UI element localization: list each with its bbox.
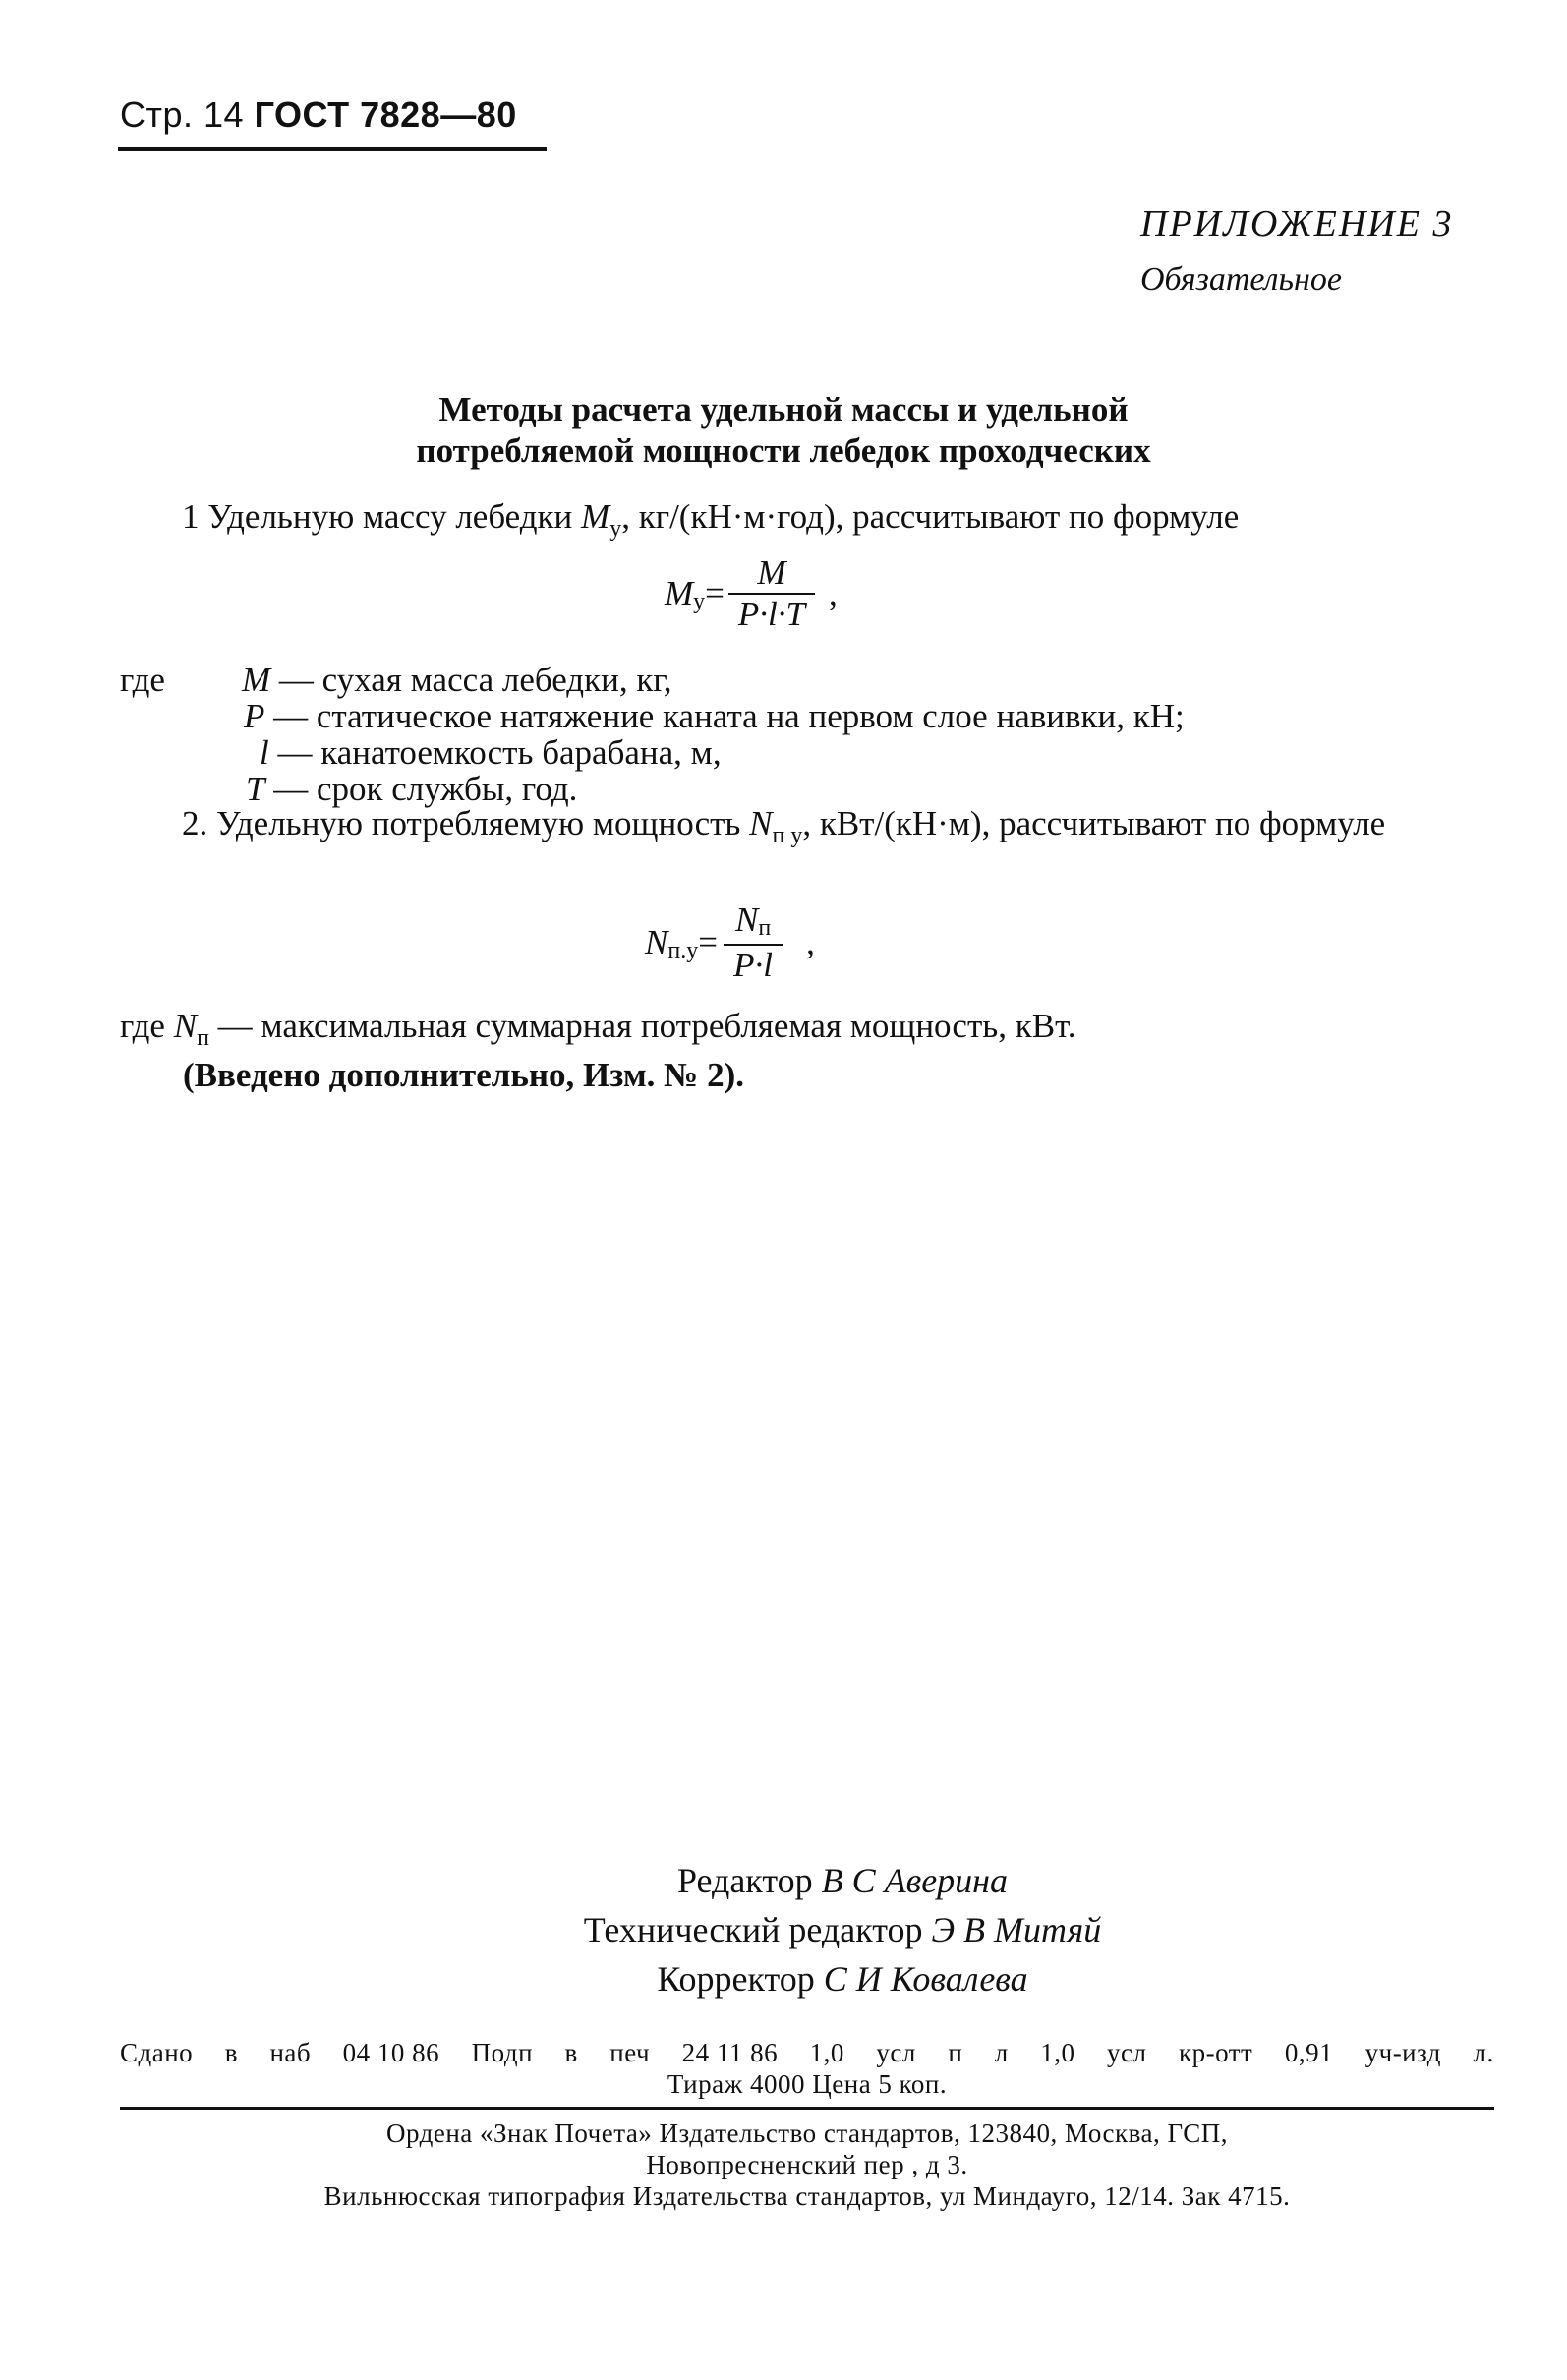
imprint-line-2: Тираж 4000 Цена 5 коп. xyxy=(667,2069,948,2099)
imprint-token: усл xyxy=(876,2038,916,2067)
imprint-token: 1,0 xyxy=(809,2038,844,2067)
formula-1-equals: = xyxy=(705,574,725,612)
credit-tech-editor xyxy=(59,1905,1567,1954)
formula-1-comma: , xyxy=(828,574,838,612)
formula-specific-mass xyxy=(665,555,838,632)
where-2-symbol-sub: п xyxy=(197,1025,209,1051)
imprint-token: кр-отт xyxy=(1179,2038,1253,2067)
item-1-symbol: M xyxy=(581,497,610,536)
credit-name: Э В Митяй xyxy=(931,1910,1102,1949)
formula-1-lhs: M xyxy=(665,574,694,612)
page-number: Стр. 14 xyxy=(120,94,245,135)
definition-symbol: l xyxy=(260,733,269,772)
definition-text: — канатоемкость барабана, м, xyxy=(268,733,722,772)
definition-M xyxy=(242,663,672,698)
definition-P xyxy=(244,699,1185,734)
where-lead-1: где xyxy=(120,661,165,699)
where-block-2 xyxy=(120,1007,1076,1051)
imprint-line-4: Новопресненский пер , д 3. xyxy=(646,2150,968,2179)
definition-text: — срок службы, год. xyxy=(264,770,578,808)
item-1-symbol-sub: у xyxy=(609,516,622,542)
appendix-label: ПРИЛОЖЕНИЕ 3 xyxy=(1140,203,1454,245)
imprint-line-1 xyxy=(120,2037,1494,2068)
credit-role: Редактор xyxy=(676,1861,813,1900)
item-2-text: 2. Удельную потребляемую мощность xyxy=(182,804,750,842)
formula-2-lhs: N xyxy=(645,923,668,961)
formula-1-numerator: M xyxy=(757,553,786,592)
amendment-note: (Введено дополнительно, Изм. № 2). xyxy=(183,1056,745,1094)
where-2-symbol: N xyxy=(173,1007,198,1045)
imprint-token: усл xyxy=(1107,2038,1147,2067)
imprint-token: в xyxy=(564,2038,578,2067)
item-1-text: 1 Удельную массу лебедки xyxy=(182,497,582,536)
formula-1-fraction xyxy=(728,555,815,632)
where-lead-2: где xyxy=(120,1007,174,1045)
formula-2-lhs-sub: п.у xyxy=(667,938,699,963)
imprint-token: наб xyxy=(269,2038,312,2067)
imprint-rule xyxy=(120,2107,1494,2110)
credit-editor xyxy=(59,1856,1567,1905)
document-title xyxy=(0,389,1567,472)
imprint-block-top xyxy=(120,2037,1494,2100)
title-line-2: потребляемой мощности лебедок проходческих xyxy=(416,432,1151,470)
imprint-token: л. xyxy=(1473,2038,1494,2067)
imprint-block-bottom xyxy=(120,2118,1494,2212)
imprint-token: Подп xyxy=(471,2038,534,2067)
credit-role: Технический редактор xyxy=(583,1910,923,1949)
formula-2-fraction xyxy=(722,902,784,983)
credit-name: В С Аверина xyxy=(821,1861,1009,1900)
imprint-token: 1,0 xyxy=(1040,2038,1075,2067)
imprint-token: 24 11 86 xyxy=(681,2038,779,2067)
imprint-token: л xyxy=(994,2038,1009,2067)
formula-2-numerator-sub: п xyxy=(758,915,772,941)
header-rule xyxy=(118,147,547,151)
credits-block xyxy=(0,1856,1567,2003)
imprint-token: п xyxy=(948,2038,963,2067)
title-line-1: Методы расчета удельной массы и удельной xyxy=(438,390,1129,429)
item-2-symbol-sub: п у xyxy=(772,823,803,848)
formula-2-numerator-symbol: N xyxy=(734,900,759,939)
definition-symbol: M xyxy=(242,661,271,699)
item-2-paragraph xyxy=(120,804,1494,848)
imprint-token: 04 10 86 xyxy=(342,2038,440,2067)
imprint-token: Сдано xyxy=(120,2038,194,2067)
credit-name: С И Ковалева xyxy=(823,1959,1028,1999)
appendix-status: Обязательное xyxy=(1140,261,1342,298)
formula-2-denominator: P·l xyxy=(724,944,783,983)
item-2-text-after: , кВт/(кН·м), рассчитывают по формуле xyxy=(802,804,1386,842)
definition-symbol: T xyxy=(246,770,265,808)
formula-2-equals: = xyxy=(698,923,718,961)
definition-text: — сухая масса лебедки, кг, xyxy=(270,661,672,699)
definition-l xyxy=(260,735,722,771)
item-1-paragraph xyxy=(120,497,1494,542)
definition-text: — статическое натяжение каната на первом слое навивки, кН; xyxy=(264,697,1185,735)
imprint-token: уч-изд xyxy=(1364,2038,1442,2067)
imprint-token: печ xyxy=(609,2038,651,2067)
item-2-symbol: N xyxy=(749,804,773,842)
page-header xyxy=(120,94,517,136)
definition-T xyxy=(246,772,577,807)
credit-role: Корректор xyxy=(657,1959,815,1999)
item-1-text-after: , кг/(кН·м·год), рассчитывают по формуле xyxy=(621,497,1240,536)
formula-2-numerator xyxy=(722,902,784,944)
imprint-token: 0,91 xyxy=(1284,2038,1334,2067)
standard-number: ГОСТ 7828—80 xyxy=(254,94,517,135)
definition-symbol: P xyxy=(244,697,265,735)
imprint-line-5: Вильнюсская типография Издательства стандартов, ул Миндауго, 12/14. Зак 4715. xyxy=(323,2181,1291,2211)
formula-1-denominator: P·l·T xyxy=(728,593,815,632)
formula-2-comma: , xyxy=(806,923,815,961)
where-2-text: — максимальная суммарная потребляемая мощность, кВт. xyxy=(208,1007,1076,1045)
credit-proofreader xyxy=(59,1954,1567,2003)
formula-1-lhs-sub: у xyxy=(693,589,706,614)
formula-specific-power xyxy=(645,902,815,983)
imprint-token: в xyxy=(224,2038,238,2067)
imprint-line-3: Ордена «Знак Почета» Издательство стандартов, 123840, Москва, ГСП, xyxy=(385,2119,1229,2148)
